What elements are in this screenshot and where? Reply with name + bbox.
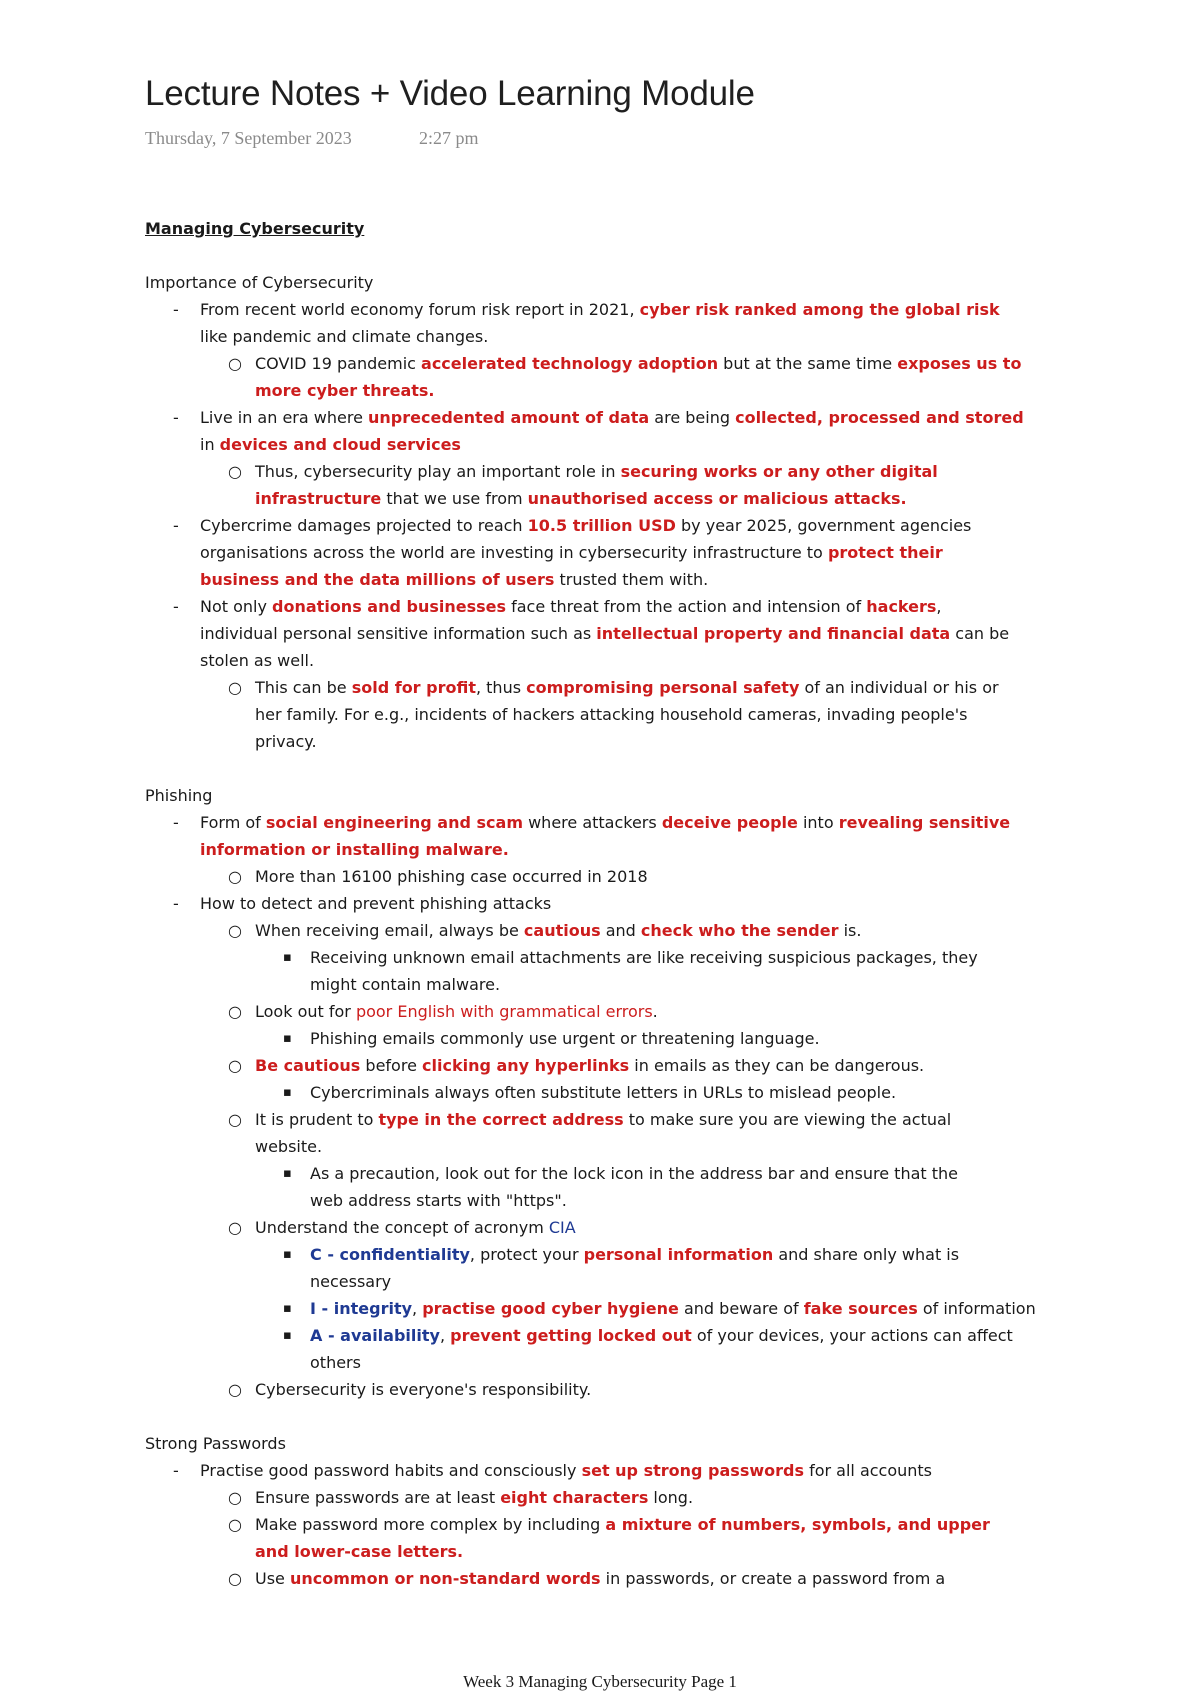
text-line bbox=[145, 620, 1085, 647]
text-line bbox=[145, 323, 1085, 350]
text-segment: When receiving email, always be bbox=[255, 921, 524, 940]
list-item bbox=[145, 1457, 1085, 1484]
list-item bbox=[145, 1322, 1085, 1349]
highlighted-text: collected, processed and stored bbox=[735, 408, 1024, 427]
square-bullet-icon: ▪ bbox=[283, 1031, 292, 1046]
text-line bbox=[145, 566, 1085, 593]
highlighted-text: more cyber threats. bbox=[255, 381, 435, 400]
text-segment: trusted them with. bbox=[554, 570, 709, 589]
list-item bbox=[145, 1565, 1085, 1592]
highlighted-text: accelerated technology adoption bbox=[421, 354, 719, 373]
circle-bullet-icon: ○ bbox=[228, 1488, 242, 1507]
highlighted-text: donations and businesses bbox=[272, 597, 507, 616]
text-segment: individual personal sensitive information such as bbox=[200, 624, 597, 643]
highlighted-text: securing works or any other digital bbox=[620, 462, 938, 481]
circle-bullet-icon: ○ bbox=[228, 921, 242, 940]
list-item bbox=[145, 296, 1085, 323]
text-segment: Strong Passwords bbox=[145, 1434, 286, 1453]
highlighted-text: intellectual property and financial data bbox=[596, 624, 951, 643]
text-line bbox=[145, 701, 1085, 728]
list-item bbox=[145, 512, 1085, 539]
text-segment: As a precaution, look out for the lock icon in the address bar and ensure that the bbox=[310, 1164, 959, 1183]
dash-bullet-icon: - bbox=[173, 894, 179, 913]
text-line bbox=[145, 782, 1085, 809]
highlighted-text: devices and cloud services bbox=[219, 435, 461, 454]
text-segment: stolen as well. bbox=[200, 651, 315, 670]
text-segment: privacy. bbox=[255, 732, 317, 751]
highlighted-text: unauthorised access or malicious attacks. bbox=[527, 489, 907, 508]
text-segment: where attackers bbox=[523, 813, 662, 832]
dash-bullet-icon: - bbox=[173, 408, 179, 427]
text-segment: Look out for bbox=[255, 1002, 356, 1021]
list-item bbox=[145, 863, 1085, 890]
text-segment: is. bbox=[838, 921, 862, 940]
circle-bullet-icon: ○ bbox=[228, 1515, 242, 1534]
text-segment: Thus, cybersecurity play an important role in bbox=[255, 462, 621, 481]
text-segment: are being bbox=[649, 408, 736, 427]
text-segment: , protect your bbox=[469, 1245, 584, 1264]
list-item bbox=[145, 1376, 1085, 1403]
text-segment: Live in an era where bbox=[200, 408, 368, 427]
text-segment: of information bbox=[917, 1299, 1036, 1318]
text-segment: Cybersecurity is everyone's responsibility. bbox=[255, 1380, 592, 1399]
list-item bbox=[145, 1295, 1085, 1322]
highlighted-text: exposes us to bbox=[897, 354, 1022, 373]
text-line bbox=[145, 836, 1085, 863]
dash-bullet-icon: - bbox=[173, 516, 179, 535]
text-line bbox=[145, 485, 1085, 512]
blank-line bbox=[145, 1403, 1085, 1430]
highlighted-text: infrastructure bbox=[255, 489, 382, 508]
list-item bbox=[145, 458, 1085, 485]
highlighted-text: fake sources bbox=[803, 1299, 918, 1318]
text-segment: by year 2025, government agencies bbox=[675, 516, 972, 535]
text-segment: for all accounts bbox=[803, 1461, 933, 1480]
text-segment: to make sure you are viewing the actual bbox=[623, 1110, 952, 1129]
text-segment: Cybercriminals always often substitute letters in URLs to mislead people. bbox=[310, 1083, 897, 1102]
text-segment: that we use from bbox=[381, 489, 528, 508]
list-item bbox=[145, 1214, 1085, 1241]
text-segment: like pandemic and climate changes. bbox=[200, 327, 489, 346]
text-segment: in emails as they can be dangerous. bbox=[629, 1056, 925, 1075]
highlighted-text: practise good cyber hygiene bbox=[422, 1299, 679, 1318]
square-bullet-icon: ▪ bbox=[283, 1166, 292, 1181]
blank-line bbox=[145, 242, 1085, 269]
circle-bullet-icon: ○ bbox=[228, 1002, 242, 1021]
list-item bbox=[145, 1160, 1085, 1187]
text-segment: More than 16100 phishing case occurred in 2018 bbox=[255, 867, 648, 886]
square-bullet-icon: ▪ bbox=[283, 950, 292, 965]
circle-bullet-icon: ○ bbox=[228, 354, 242, 373]
text-line bbox=[145, 1349, 1085, 1376]
text-line bbox=[145, 728, 1085, 755]
list-item bbox=[145, 998, 1085, 1025]
highlighted-text: C - confidentiality bbox=[310, 1245, 470, 1264]
highlighted-text: unprecedented amount of data bbox=[368, 408, 650, 427]
text-line bbox=[145, 1187, 1085, 1214]
list-item bbox=[145, 1106, 1085, 1133]
text-line bbox=[145, 377, 1085, 404]
dash-bullet-icon: - bbox=[173, 1461, 179, 1480]
dash-bullet-icon: - bbox=[173, 300, 179, 319]
list-item bbox=[145, 890, 1085, 917]
circle-bullet-icon: ○ bbox=[228, 462, 242, 481]
text-segment: in passwords, or create a password from a bbox=[600, 1569, 946, 1588]
square-bullet-icon: ▪ bbox=[283, 1328, 292, 1343]
text-segment: It is prudent to bbox=[255, 1110, 379, 1129]
highlighted-text: protect their bbox=[827, 543, 943, 562]
list-item bbox=[145, 674, 1085, 701]
text-segment: Understand the concept of acronym bbox=[255, 1218, 549, 1237]
highlighted-text: hackers bbox=[866, 597, 937, 616]
highlighted-text: cautious bbox=[523, 921, 601, 940]
text-segment: web address starts with "https". bbox=[310, 1191, 567, 1210]
page-title: Lecture Notes + Video Learning Module bbox=[145, 74, 755, 113]
text-segment: . bbox=[652, 1002, 658, 1021]
text-segment: necessary bbox=[310, 1272, 392, 1291]
text-segment: Phishing emails commonly use urgent or threatening language. bbox=[310, 1029, 820, 1048]
circle-bullet-icon: ○ bbox=[228, 1218, 242, 1237]
text-segment: , bbox=[936, 597, 942, 616]
highlighted-text: deceive people bbox=[661, 813, 798, 832]
text-segment: others bbox=[310, 1353, 361, 1372]
circle-bullet-icon: ○ bbox=[228, 1056, 242, 1075]
highlighted-text: cyber risk ranked among the global risk bbox=[639, 300, 1000, 319]
list-item bbox=[145, 917, 1085, 944]
highlighted-text: Be cautious bbox=[255, 1056, 361, 1075]
text-line bbox=[145, 1268, 1085, 1295]
list-item bbox=[145, 350, 1085, 377]
text-segment: might contain malware. bbox=[310, 975, 501, 994]
highlighted-text: business and the data millions of users bbox=[200, 570, 555, 589]
circle-bullet-icon: ○ bbox=[228, 1569, 242, 1588]
note-time: 2:27 pm bbox=[419, 128, 479, 148]
highlighted-text: compromising personal safety bbox=[526, 678, 800, 697]
text-line bbox=[145, 1430, 1085, 1457]
text-segment: of your devices, your actions can affect bbox=[691, 1326, 1013, 1345]
text-segment: Phishing bbox=[145, 786, 213, 805]
highlighted-text: check who the sender bbox=[640, 921, 839, 940]
text-segment: in bbox=[200, 435, 220, 454]
square-bullet-icon: ▪ bbox=[283, 1085, 292, 1100]
text-segment: website. bbox=[255, 1137, 323, 1156]
text-segment: of an individual or his or bbox=[799, 678, 999, 697]
circle-bullet-icon: ○ bbox=[228, 1110, 242, 1129]
highlighted-text: set up strong passwords bbox=[581, 1461, 804, 1480]
list-item bbox=[145, 809, 1085, 836]
text-segment: , bbox=[412, 1299, 423, 1318]
highlighted-text: uncommon or non-standard words bbox=[289, 1569, 601, 1588]
highlighted-text: type in the correct address bbox=[378, 1110, 624, 1129]
notes-body bbox=[145, 215, 1085, 1592]
circle-bullet-icon: ○ bbox=[228, 1380, 242, 1399]
text-segment: Receiving unknown email attachments are like receiving suspicious packages, they bbox=[310, 948, 978, 967]
highlighted-text: revealing sensitive bbox=[838, 813, 1011, 832]
text-segment: but at the same time bbox=[718, 354, 898, 373]
text-segment: her family. For e.g., incidents of hackers attacking household cameras, invading people's bbox=[255, 705, 968, 724]
highlighted-text: prevent getting locked out bbox=[450, 1326, 692, 1345]
text-segment: and beware of bbox=[678, 1299, 804, 1318]
text-segment: , bbox=[439, 1326, 451, 1345]
highlighted-text: eight characters bbox=[500, 1488, 649, 1507]
text-segment: How to detect and prevent phishing attacks bbox=[200, 894, 552, 913]
highlighted-text: I - integrity bbox=[310, 1299, 413, 1318]
text-segment: and share only what is bbox=[773, 1245, 960, 1264]
page-footer: Week 3 Managing Cybersecurity Page 1 bbox=[463, 1672, 737, 1691]
highlighted-text: 10.5 trillion USD bbox=[527, 516, 676, 535]
blank-line bbox=[145, 755, 1085, 782]
square-bullet-icon: ▪ bbox=[283, 1247, 292, 1262]
list-item bbox=[145, 1241, 1085, 1268]
text-line bbox=[145, 971, 1085, 998]
text-segment: Not only bbox=[200, 597, 273, 616]
highlighted-text: A - availability bbox=[310, 1326, 440, 1345]
text-line bbox=[145, 431, 1085, 458]
text-segment: organisations across the world are investing in cybersecurity infrastructure to bbox=[200, 543, 828, 562]
list-item bbox=[145, 944, 1085, 971]
text-segment: before bbox=[360, 1056, 422, 1075]
text-segment: Cybercrime damages projected to reach bbox=[200, 516, 528, 535]
dash-bullet-icon: - bbox=[173, 597, 179, 616]
text-line bbox=[145, 647, 1085, 674]
list-item bbox=[145, 593, 1085, 620]
text-line bbox=[145, 539, 1085, 566]
highlighted-text: clicking any hyperlinks bbox=[422, 1056, 630, 1075]
text-segment: Make password more complex by including bbox=[255, 1515, 606, 1534]
text-line bbox=[145, 1133, 1085, 1160]
highlighted-text: CIA bbox=[548, 1218, 576, 1237]
text-segment: can be bbox=[950, 624, 1010, 643]
text-segment: face threat from the action and intension of bbox=[506, 597, 867, 616]
section-heading bbox=[145, 215, 1085, 242]
circle-bullet-icon: ○ bbox=[228, 678, 242, 697]
text-segment: Managing Cybersecurity bbox=[145, 219, 365, 238]
text-segment: Form of bbox=[200, 813, 266, 832]
highlighted-text: sold for profit bbox=[351, 678, 476, 697]
text-segment: This can be bbox=[255, 678, 352, 697]
circle-bullet-icon: ○ bbox=[228, 867, 242, 886]
list-item bbox=[145, 1079, 1085, 1106]
highlighted-text: social engineering and scam bbox=[265, 813, 523, 832]
highlighted-text: information or installing malware. bbox=[200, 840, 509, 859]
list-item bbox=[145, 1025, 1085, 1052]
highlighted-text: personal information bbox=[583, 1245, 774, 1264]
note-date: Thursday, 7 September 2023 bbox=[145, 128, 352, 148]
list-item bbox=[145, 1511, 1085, 1538]
text-segment: long. bbox=[648, 1488, 694, 1507]
text-segment: COVID 19 pandemic bbox=[255, 354, 422, 373]
text-segment: From recent world economy forum risk report in 2021, bbox=[200, 300, 640, 319]
dash-bullet-icon: - bbox=[173, 813, 179, 832]
list-item bbox=[145, 404, 1085, 431]
text-line bbox=[145, 269, 1085, 296]
text-segment: and bbox=[600, 921, 641, 940]
square-bullet-icon: ▪ bbox=[283, 1301, 292, 1316]
highlighted-text: a mixture of numbers, symbols, and upper bbox=[605, 1515, 990, 1534]
text-segment: Importance of Cybersecurity bbox=[145, 273, 374, 292]
text-line bbox=[145, 1538, 1085, 1565]
text-segment: , thus bbox=[475, 678, 527, 697]
text-segment: into bbox=[797, 813, 839, 832]
highlighted-text: and lower-case letters. bbox=[255, 1542, 464, 1561]
list-item bbox=[145, 1052, 1085, 1079]
text-segment: Practise good password habits and consciously bbox=[200, 1461, 582, 1480]
text-segment: Ensure passwords are at least bbox=[255, 1488, 501, 1507]
list-item bbox=[145, 1484, 1085, 1511]
text-segment: Use bbox=[255, 1569, 290, 1588]
highlighted-text: poor English with grammatical errors bbox=[355, 1002, 653, 1021]
